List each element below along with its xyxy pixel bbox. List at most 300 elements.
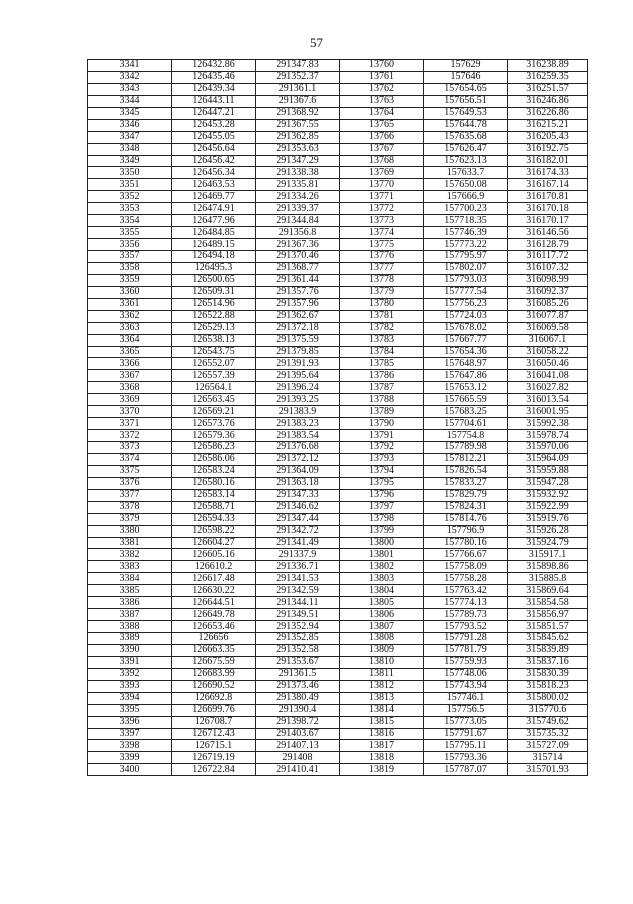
table-row	[88, 227, 588, 239]
x-coordinate-cell: 126538.13	[172, 334, 256, 346]
y-coordinate-cell: 291393.25	[256, 394, 340, 406]
x-coordinate-cell: 126715.1	[172, 740, 256, 752]
point-number-cell: 3371	[88, 418, 172, 430]
y-coordinate-2-cell: 316174.33	[508, 167, 588, 179]
y-coordinate-2-cell: 316050.46	[508, 358, 588, 370]
x-coordinate-cell: 126583.24	[172, 465, 256, 477]
y-coordinate-2-cell: 315924.79	[508, 537, 588, 549]
y-coordinate-cell: 291395.64	[256, 370, 340, 382]
x-coordinate-2-cell: 157654.65	[424, 83, 508, 95]
y-coordinate-cell: 291390.4	[256, 704, 340, 716]
x-coordinate-cell: 126649.78	[172, 609, 256, 621]
y-coordinate-2-cell: 315869.64	[508, 585, 588, 597]
x-coordinate-2-cell: 157781.79	[424, 644, 508, 656]
point-number-2-cell: 13799	[340, 525, 424, 537]
x-coordinate-cell: 126683.99	[172, 668, 256, 680]
x-coordinate-2-cell: 157802.07	[424, 262, 508, 274]
point-number-cell: 3393	[88, 680, 172, 692]
point-number-cell: 3379	[88, 513, 172, 525]
y-coordinate-2-cell: 316041.08	[508, 370, 588, 382]
y-coordinate-cell: 291362.85	[256, 131, 340, 143]
y-coordinate-cell: 291347.29	[256, 155, 340, 167]
x-coordinate-cell: 126484.85	[172, 227, 256, 239]
y-coordinate-cell: 291407.13	[256, 740, 340, 752]
y-coordinate-2-cell: 316226.86	[508, 107, 588, 119]
table-row	[88, 704, 588, 716]
table-row	[88, 609, 588, 621]
table-row	[88, 370, 588, 382]
x-coordinate-2-cell: 157683.25	[424, 406, 508, 418]
table-row	[88, 322, 588, 334]
x-coordinate-cell: 126432.86	[172, 60, 256, 72]
table-row	[88, 453, 588, 465]
point-number-cell: 3356	[88, 239, 172, 251]
x-coordinate-cell: 126456.42	[172, 155, 256, 167]
point-number-2-cell: 13784	[340, 346, 424, 358]
x-coordinate-2-cell: 157812.21	[424, 453, 508, 465]
y-coordinate-2-cell: 315856.97	[508, 609, 588, 621]
y-coordinate-cell: 291372.12	[256, 453, 340, 465]
point-number-cell: 3362	[88, 310, 172, 322]
y-coordinate-2-cell: 315919.76	[508, 513, 588, 525]
x-coordinate-cell: 126563.45	[172, 394, 256, 406]
x-coordinate-2-cell: 157650.08	[424, 179, 508, 191]
table-row	[88, 203, 588, 215]
coordinates-table-body	[88, 60, 588, 776]
x-coordinate-2-cell: 157793.03	[424, 274, 508, 286]
x-coordinate-2-cell: 157780.16	[424, 537, 508, 549]
point-number-2-cell: 13765	[340, 119, 424, 131]
point-number-cell: 3387	[88, 609, 172, 621]
point-number-2-cell: 13816	[340, 728, 424, 740]
y-coordinate-2-cell: 315800.02	[508, 692, 588, 704]
x-coordinate-cell: 126586.23	[172, 442, 256, 454]
y-coordinate-cell: 291373.46	[256, 680, 340, 692]
y-coordinate-2-cell: 315917.1	[508, 549, 588, 561]
x-coordinate-2-cell: 157756.5	[424, 704, 508, 716]
point-number-2-cell: 13788	[340, 394, 424, 406]
y-coordinate-2-cell: 315851.57	[508, 621, 588, 633]
point-number-cell: 3365	[88, 346, 172, 358]
table-row	[88, 537, 588, 549]
x-coordinate-cell: 126474.91	[172, 203, 256, 215]
y-coordinate-cell: 291383.54	[256, 430, 340, 442]
y-coordinate-2-cell: 315770.6	[508, 704, 588, 716]
x-coordinate-2-cell: 157826.54	[424, 465, 508, 477]
table-row	[88, 167, 588, 179]
point-number-2-cell: 13798	[340, 513, 424, 525]
point-number-cell: 3341	[88, 60, 172, 72]
y-coordinate-cell: 291356.8	[256, 227, 340, 239]
y-coordinate-cell: 291410.41	[256, 764, 340, 776]
x-coordinate-2-cell: 157667.77	[424, 334, 508, 346]
y-coordinate-cell: 291368.92	[256, 107, 340, 119]
table-row	[88, 477, 588, 489]
x-coordinate-cell: 126712.43	[172, 728, 256, 740]
point-number-2-cell: 13794	[340, 465, 424, 477]
point-number-cell: 3360	[88, 286, 172, 298]
y-coordinate-cell: 291352.37	[256, 71, 340, 83]
point-number-2-cell: 13797	[340, 501, 424, 513]
y-coordinate-cell: 291364.09	[256, 465, 340, 477]
x-coordinate-cell: 126514.96	[172, 298, 256, 310]
y-coordinate-2-cell: 315964.09	[508, 453, 588, 465]
y-coordinate-2-cell: 316259.35	[508, 71, 588, 83]
x-coordinate-cell: 126653.46	[172, 621, 256, 633]
x-coordinate-cell: 126604.27	[172, 537, 256, 549]
table-row	[88, 716, 588, 728]
y-coordinate-cell: 291372.18	[256, 322, 340, 334]
y-coordinate-cell: 291391.93	[256, 358, 340, 370]
point-number-cell: 3350	[88, 167, 172, 179]
table-row	[88, 644, 588, 656]
y-coordinate-cell: 291396.24	[256, 382, 340, 394]
x-coordinate-2-cell: 157623.13	[424, 155, 508, 167]
y-coordinate-cell: 291367.36	[256, 239, 340, 251]
x-coordinate-cell: 126663.35	[172, 644, 256, 656]
point-number-cell: 3390	[88, 644, 172, 656]
point-number-2-cell: 13760	[340, 60, 424, 72]
point-number-cell: 3388	[88, 621, 172, 633]
y-coordinate-cell: 291342.59	[256, 585, 340, 597]
point-number-cell: 3382	[88, 549, 172, 561]
x-coordinate-cell: 126543.75	[172, 346, 256, 358]
point-number-cell: 3369	[88, 394, 172, 406]
x-coordinate-2-cell: 157763.42	[424, 585, 508, 597]
x-coordinate-2-cell: 157704.61	[424, 418, 508, 430]
x-coordinate-2-cell: 157629	[424, 60, 508, 72]
point-number-2-cell: 13775	[340, 239, 424, 251]
table-row	[88, 131, 588, 143]
y-coordinate-cell: 291334.26	[256, 191, 340, 203]
x-coordinate-cell: 126573.76	[172, 418, 256, 430]
table-row	[88, 251, 588, 263]
x-coordinate-2-cell: 157653.12	[424, 382, 508, 394]
x-coordinate-2-cell: 157656.51	[424, 95, 508, 107]
x-coordinate-cell: 126675.59	[172, 656, 256, 668]
x-coordinate-cell: 126644.51	[172, 597, 256, 609]
point-number-2-cell: 13781	[340, 310, 424, 322]
x-coordinate-cell: 126443.11	[172, 95, 256, 107]
table-row	[88, 656, 588, 668]
point-number-cell: 3353	[88, 203, 172, 215]
x-coordinate-cell: 126469.77	[172, 191, 256, 203]
point-number-2-cell: 13801	[340, 549, 424, 561]
y-coordinate-cell: 291341.49	[256, 537, 340, 549]
point-number-2-cell: 13813	[340, 692, 424, 704]
x-coordinate-cell: 126495.3	[172, 262, 256, 274]
y-coordinate-2-cell: 316170.18	[508, 203, 588, 215]
x-coordinate-cell: 126463.53	[172, 179, 256, 191]
x-coordinate-2-cell: 157743.94	[424, 680, 508, 692]
x-coordinate-2-cell: 157648.97	[424, 358, 508, 370]
y-coordinate-2-cell: 316001.95	[508, 406, 588, 418]
x-coordinate-2-cell: 157777.54	[424, 286, 508, 298]
point-number-2-cell: 13764	[340, 107, 424, 119]
point-number-2-cell: 13793	[340, 453, 424, 465]
x-coordinate-cell: 126598.22	[172, 525, 256, 537]
table-row	[88, 155, 588, 167]
table-row	[88, 430, 588, 442]
x-coordinate-2-cell: 157814.76	[424, 513, 508, 525]
point-number-cell: 3361	[88, 298, 172, 310]
table-row	[88, 262, 588, 274]
point-number-cell: 3375	[88, 465, 172, 477]
x-coordinate-2-cell: 157646	[424, 71, 508, 83]
table-row	[88, 549, 588, 561]
point-number-2-cell: 13768	[340, 155, 424, 167]
x-coordinate-2-cell: 157647.86	[424, 370, 508, 382]
x-coordinate-cell: 126708.7	[172, 716, 256, 728]
y-coordinate-2-cell: 315818.23	[508, 680, 588, 692]
point-number-2-cell: 13810	[340, 656, 424, 668]
page-number: 57	[310, 35, 323, 50]
table-row	[88, 394, 588, 406]
x-coordinate-cell: 126579.36	[172, 430, 256, 442]
point-number-2-cell: 13773	[340, 215, 424, 227]
y-coordinate-2-cell: 316085.26	[508, 298, 588, 310]
x-coordinate-2-cell: 157796.9	[424, 525, 508, 537]
point-number-2-cell: 13806	[340, 609, 424, 621]
x-coordinate-cell: 126564.1	[172, 382, 256, 394]
x-coordinate-2-cell: 157754.8	[424, 430, 508, 442]
point-number-cell: 3384	[88, 573, 172, 585]
y-coordinate-2-cell: 315970.06	[508, 442, 588, 454]
y-coordinate-2-cell: 316215.21	[508, 119, 588, 131]
y-coordinate-2-cell: 315845.62	[508, 633, 588, 645]
table-row	[88, 764, 588, 776]
table-row	[88, 382, 588, 394]
y-coordinate-2-cell: 315854.58	[508, 597, 588, 609]
x-coordinate-2-cell: 157746.1	[424, 692, 508, 704]
x-coordinate-2-cell: 157787.07	[424, 764, 508, 776]
point-number-cell: 3344	[88, 95, 172, 107]
table-row	[88, 513, 588, 525]
y-coordinate-cell: 291341.53	[256, 573, 340, 585]
y-coordinate-2-cell: 315926.28	[508, 525, 588, 537]
point-number-2-cell: 13767	[340, 143, 424, 155]
point-number-2-cell: 13809	[340, 644, 424, 656]
x-coordinate-cell: 126447.21	[172, 107, 256, 119]
table-row	[88, 752, 588, 764]
y-coordinate-cell: 291342.72	[256, 525, 340, 537]
point-number-2-cell: 13792	[340, 442, 424, 454]
x-coordinate-cell: 126557.39	[172, 370, 256, 382]
y-coordinate-2-cell: 315992.38	[508, 418, 588, 430]
coordinates-table	[87, 59, 588, 776]
x-coordinate-2-cell: 157633.7	[424, 167, 508, 179]
y-coordinate-cell: 291336.71	[256, 561, 340, 573]
table-row	[88, 501, 588, 513]
x-coordinate-cell: 126699.76	[172, 704, 256, 716]
y-coordinate-2-cell: 315978.74	[508, 430, 588, 442]
point-number-2-cell: 13786	[340, 370, 424, 382]
y-coordinate-2-cell: 315922.99	[508, 501, 588, 513]
point-number-cell: 3397	[88, 728, 172, 740]
point-number-cell: 3366	[88, 358, 172, 370]
y-coordinate-2-cell: 316182.01	[508, 155, 588, 167]
table-row	[88, 561, 588, 573]
y-coordinate-cell: 291337.9	[256, 549, 340, 561]
y-coordinate-cell: 291344.84	[256, 215, 340, 227]
point-number-2-cell: 13778	[340, 274, 424, 286]
table-row	[88, 597, 588, 609]
point-number-cell: 3370	[88, 406, 172, 418]
point-number-2-cell: 13791	[340, 430, 424, 442]
x-coordinate-cell: 126583.14	[172, 489, 256, 501]
y-coordinate-2-cell: 315837.16	[508, 656, 588, 668]
point-number-cell: 3376	[88, 477, 172, 489]
y-coordinate-cell: 291380.49	[256, 692, 340, 704]
x-coordinate-cell: 126690.52	[172, 680, 256, 692]
y-coordinate-2-cell: 315830.39	[508, 668, 588, 680]
point-number-cell: 3367	[88, 370, 172, 382]
x-coordinate-cell: 126617.48	[172, 573, 256, 585]
y-coordinate-2-cell: 316077.87	[508, 310, 588, 322]
table-row	[88, 525, 588, 537]
y-coordinate-cell: 291352.94	[256, 621, 340, 633]
x-coordinate-2-cell: 157718.35	[424, 215, 508, 227]
point-number-cell: 3400	[88, 764, 172, 776]
y-coordinate-2-cell: 316205.43	[508, 131, 588, 143]
table-row	[88, 71, 588, 83]
point-number-2-cell: 13800	[340, 537, 424, 549]
y-coordinate-cell: 291367.55	[256, 119, 340, 131]
point-number-2-cell: 13782	[340, 322, 424, 334]
point-number-cell: 3374	[88, 453, 172, 465]
x-coordinate-2-cell: 157759.93	[424, 656, 508, 668]
point-number-cell: 3392	[88, 668, 172, 680]
x-coordinate-cell: 126656	[172, 633, 256, 645]
x-coordinate-2-cell: 157824.31	[424, 501, 508, 513]
x-coordinate-cell: 126522.88	[172, 310, 256, 322]
x-coordinate-cell: 126605.16	[172, 549, 256, 561]
y-coordinate-2-cell: 316146.56	[508, 227, 588, 239]
x-coordinate-2-cell: 157795.97	[424, 251, 508, 263]
y-coordinate-cell: 291347.44	[256, 513, 340, 525]
point-number-cell: 3398	[88, 740, 172, 752]
point-number-cell: 3378	[88, 501, 172, 513]
y-coordinate-cell: 291347.83	[256, 60, 340, 72]
point-number-2-cell: 13787	[340, 382, 424, 394]
point-number-2-cell: 13795	[340, 477, 424, 489]
y-coordinate-2-cell: 316192.75	[508, 143, 588, 155]
point-number-2-cell: 13805	[340, 597, 424, 609]
point-number-2-cell: 13790	[340, 418, 424, 430]
y-coordinate-cell: 291367.6	[256, 95, 340, 107]
table-row	[88, 358, 588, 370]
x-coordinate-2-cell: 157789.73	[424, 609, 508, 621]
point-number-cell: 3394	[88, 692, 172, 704]
point-number-2-cell: 13783	[340, 334, 424, 346]
y-coordinate-2-cell: 315701.93	[508, 764, 588, 776]
y-coordinate-2-cell: 316092.37	[508, 286, 588, 298]
x-coordinate-2-cell: 157789.98	[424, 442, 508, 454]
x-coordinate-cell: 126692.8	[172, 692, 256, 704]
x-coordinate-2-cell: 157626.47	[424, 143, 508, 155]
point-number-cell: 3373	[88, 442, 172, 454]
point-number-2-cell: 13769	[340, 167, 424, 179]
y-coordinate-2-cell: 316058.22	[508, 346, 588, 358]
y-coordinate-cell: 291361.1	[256, 83, 340, 95]
point-number-2-cell: 13815	[340, 716, 424, 728]
table-row	[88, 274, 588, 286]
point-number-2-cell: 13789	[340, 406, 424, 418]
y-coordinate-2-cell: 316067.1	[508, 334, 588, 346]
table-row	[88, 621, 588, 633]
point-number-cell: 3377	[88, 489, 172, 501]
y-coordinate-2-cell: 315885.8	[508, 573, 588, 585]
point-number-cell: 3368	[88, 382, 172, 394]
y-coordinate-cell: 291398.72	[256, 716, 340, 728]
x-coordinate-cell: 126529.13	[172, 322, 256, 334]
x-coordinate-2-cell: 157833.27	[424, 477, 508, 489]
y-coordinate-cell: 291376.68	[256, 442, 340, 454]
y-coordinate-cell: 291353.63	[256, 143, 340, 155]
y-coordinate-cell: 291347.33	[256, 489, 340, 501]
x-coordinate-2-cell: 157791.67	[424, 728, 508, 740]
x-coordinate-2-cell: 157758.28	[424, 573, 508, 585]
point-number-2-cell: 13807	[340, 621, 424, 633]
point-number-cell: 3372	[88, 430, 172, 442]
point-number-cell: 3342	[88, 71, 172, 83]
point-number-cell: 3363	[88, 322, 172, 334]
y-coordinate-cell: 291370.46	[256, 251, 340, 263]
y-coordinate-cell: 291344.11	[256, 597, 340, 609]
x-coordinate-cell: 126494.18	[172, 251, 256, 263]
x-coordinate-2-cell: 157793.36	[424, 752, 508, 764]
table-row	[88, 668, 588, 680]
x-coordinate-2-cell: 157795.11	[424, 740, 508, 752]
y-coordinate-2-cell: 316128.79	[508, 239, 588, 251]
x-coordinate-2-cell: 157793.52	[424, 621, 508, 633]
x-coordinate-cell: 126630.22	[172, 585, 256, 597]
y-coordinate-cell: 291352.85	[256, 633, 340, 645]
point-number-2-cell: 13762	[340, 83, 424, 95]
x-coordinate-2-cell: 157635.68	[424, 131, 508, 143]
point-number-cell: 3354	[88, 215, 172, 227]
point-number-cell: 3391	[88, 656, 172, 668]
table-row	[88, 406, 588, 418]
y-coordinate-2-cell: 316238.89	[508, 60, 588, 72]
y-coordinate-cell: 291357.76	[256, 286, 340, 298]
x-coordinate-2-cell: 157746.39	[424, 227, 508, 239]
point-number-2-cell: 13771	[340, 191, 424, 203]
table-row	[88, 60, 588, 72]
point-number-cell: 3351	[88, 179, 172, 191]
y-coordinate-2-cell: 316107.32	[508, 262, 588, 274]
point-number-2-cell: 13766	[340, 131, 424, 143]
y-coordinate-2-cell: 315959.88	[508, 465, 588, 477]
x-coordinate-2-cell: 157644.78	[424, 119, 508, 131]
y-coordinate-cell: 291352.58	[256, 644, 340, 656]
x-coordinate-cell: 126610.2	[172, 561, 256, 573]
y-coordinate-cell: 291375.59	[256, 334, 340, 346]
y-coordinate-cell: 291363.18	[256, 477, 340, 489]
x-coordinate-cell: 126588.71	[172, 501, 256, 513]
point-number-cell: 3364	[88, 334, 172, 346]
x-coordinate-2-cell: 157748.06	[424, 668, 508, 680]
point-number-cell: 3347	[88, 131, 172, 143]
table-row	[88, 585, 588, 597]
point-number-cell: 3386	[88, 597, 172, 609]
point-number-cell: 3352	[88, 191, 172, 203]
point-number-cell: 3396	[88, 716, 172, 728]
y-coordinate-cell: 291338.38	[256, 167, 340, 179]
y-coordinate-2-cell: 316027.82	[508, 382, 588, 394]
y-coordinate-2-cell: 315714	[508, 752, 588, 764]
x-coordinate-cell: 126722.84	[172, 764, 256, 776]
